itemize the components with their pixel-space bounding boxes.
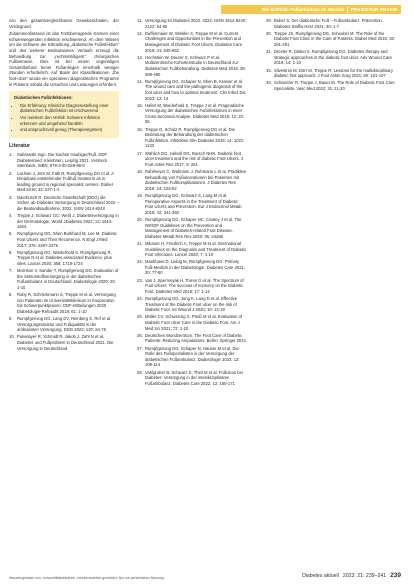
reference-number: 32. <box>266 67 272 73</box>
reference-text: Rumpfgenvog DG, Schaper NC, Cowley J et al. The IWGDF Guidelines on the Prevention and Management of Diabetes-related Foot Disease. Diabetes Metab Res Rev 2020; 36: e3266 <box>145 216 242 239</box>
reference-item <box>137 314 247 331</box>
summary-item: • Die Erfahrung: Klinische Diagnosestellung einer diabetischen Fußinfektion ist erschwerend <box>20 103 114 114</box>
reference-text: Sabrowski Ingo. Die Sachse Haubiger/Fuß. DDF Diabetesmed. Kleinbrain, Leipzig 2021. Versteck Steinbeck, ISBN: 978-3-00-028-98-8 <box>17 152 108 169</box>
reference-text: Silvestrini M, Dörr M, Treppe R. Lessons for the multidisciplinary diabetic foot approach. J Foot Ankle Surg 2021; 60: 101-107 <box>274 67 393 79</box>
reference-text: Duffenmaier W, Winkler S, Treppe M et al. Current Challenges and Opportunities in the Prevention and Management of Diabetic Foot Ulcers. Diabetes Care 2018; 41: 645-652 <box>145 30 243 53</box>
column-3 <box>266 18 398 93</box>
reference-item <box>137 346 247 368</box>
reference-number: 23. <box>137 277 143 283</box>
summary-box <box>9 91 119 138</box>
reference-text: Daerbusch R, Deutsche Gesellschaft (DDG) die Sicher, ab Diabetes Versorgung in Deutschland 2022 – die Bestandsaufnahme, 2022. ISSN 1614-824X <box>17 194 119 211</box>
reference-number: 26. <box>137 332 143 338</box>
body-paragraph: Zusammenfassend ist das Fortüberragende Können einer schwerwiegenden Infektion erschwerend. An dem Wissen um die Schwere der Erkrankung „diabetische Fußinfektion“ und des weiterer Bedeutsamen Verlaufs erzeugt die Behandlung zur „rechtsmäßigem“ chirurgischen Fußbemsion. Dies ist bei einem ungünstigen Gesamtbefund ferner Fußanliegen innerhalb weniger Stunden erforderlich. Auf Basis der Klassifikationen „the foot-ulcer“ wurde ein operativen diagnostischen Programm in Präsenz sobald die Ursachen und Leistungen erfordern. <box>9 31 119 87</box>
reference-item <box>137 259 247 276</box>
reference-text: Rumpfgenvog DG, Lang DV, Reinberg S, Ref et al. Versorgungsstruktur und Fußqualität in der ambulanten Versorgung. DDG 2023; 120: 64-75 <box>17 316 112 333</box>
reference-item <box>137 55 247 77</box>
reference-text: Treppe J, Schwarz GC, Weiß J, Diabetesversorgung in der Dermatologie. World JDiabetes 2022; 13: 1614-1624 <box>17 213 119 230</box>
reference-text: Lachsin J, Jörn M, Falk R, Rumpfgenvog DG et al. A Dreiphase entstehender Fußfuß treatment as to leading ground in regional specialist centers. Diabet Med 2016; 33: 237-1-2 <box>17 170 114 193</box>
reference-text: Treppe JS, Rumpfgenvog DG, Scheubel M. The Role of the Diabetic Foot Clinic in the Care of Patients. Diabet Med 2016; 33: 281-291 <box>274 30 396 47</box>
reference-item <box>137 103 247 125</box>
reference-item <box>137 18 247 29</box>
issue-info: 2023; 21: 239–241 <box>342 573 387 579</box>
reference-item <box>137 217 247 239</box>
reference-item <box>137 370 247 387</box>
reference-number: 25. <box>137 314 143 320</box>
reference-number: 15. <box>137 102 143 108</box>
reference-text: Ruby R, Schröckmann S, Treppe M et al. Versorgung von Patienten im Universitätsklinikum in Kooperation mit Schwerpunktpraxen. DDF-Mitteilungen 2020 Diabetologie-Rehaudit 2019; 61: 1-10 <box>17 292 116 314</box>
reference-text: Rumpfgenvog DG, Jung K, Lang D et al. Effective Treatment of the Diabetic Foot ulcer on the risk of Diabetic Foot. Int Wound J 2020; 10: 13-19 <box>145 296 238 313</box>
reference-number: 5. <box>9 231 13 237</box>
reference-number: 11. <box>137 18 143 23</box>
reference-number: 12. <box>137 30 143 36</box>
reference-number: 14. <box>137 78 143 84</box>
header-section: PRAXIS FÜR PRAXIS <box>350 7 397 12</box>
reference-item <box>137 151 247 168</box>
reference-text: Rumpfgenvog DG, Schaper N, Shen B, Kramer et al. The wound care and the pathogenic diagnosis of the foot ulcer and how to optimal treatment. Clin Infect Dis 2023; 12: 14 <box>145 78 246 101</box>
reference-item <box>137 127 247 149</box>
reference-number: 6. <box>9 249 13 255</box>
reference-number: 22. <box>137 259 143 265</box>
reference-number: 31. <box>266 49 272 55</box>
reference-number: 17. <box>137 150 143 156</box>
reference-item <box>137 79 247 101</box>
reference-text: Buber S. Der diabetische Fuß – Fußambulanz. Prävention. Diabetes Stoffw Herz 2021; 30: 1-7 <box>274 18 383 29</box>
reference-item <box>9 195 119 212</box>
reference-item <box>137 169 247 191</box>
reference-number: 16. <box>137 126 143 132</box>
reference-item <box>266 49 398 66</box>
reference-text: Rahlmeyer C, Widmann J, Ruhmann L et al. Prädiktive Behandlung von Fußulcerationen bei Patienten mit diabetischen Fußkomplikationen. J Diabetes Res 2018; 24: 103-52 <box>145 169 247 191</box>
reference-item <box>137 296 247 313</box>
summary-item: • Vor meistern den Verfall: Schwere Infektion erkennen und umgehend handeln <box>20 115 114 126</box>
reference-list <box>9 152 119 351</box>
reference-number: 9. <box>9 316 13 322</box>
reference-number: 29. <box>266 18 272 23</box>
running-header <box>221 5 401 14</box>
reference-text: Van J, Spermoyak H, Torres G et al. The Spectrum of Foot Ulcers: The success of recovery on the Diabetic Foot. Diabetes Med 2019; 17: 1-12 <box>145 277 244 294</box>
reference-item <box>9 292 119 314</box>
reference-item <box>9 213 119 230</box>
column-1 <box>9 18 119 353</box>
reference-number: 1. <box>9 152 13 158</box>
reference-item <box>137 278 247 295</box>
reference-number: 28. <box>137 369 143 375</box>
reference-item <box>9 152 119 169</box>
reference-text: Mikauer H, Friedrich A, Treppe M et al. International Guidelines on the Diagnosis and Treatment of Diabetic Foot Infections. Lancet 2020; 7: 1-10 <box>145 240 247 258</box>
reference-item <box>9 334 119 351</box>
reference-number: 10. <box>9 334 15 340</box>
reference-text: Vahlgruber B, Schwarz S, Theil M et al. Fußulcus bei Diabetes: Versorgung in der interdisziplinären Fußambulanz. Diabetes Care 2022; 12: 160-171 <box>145 369 243 386</box>
reference-text: Rumpfgenvog DG, Schwarz S, Lang M et al. Perioperative Aspects in the Treatment of Diabetic Foot Ulcers and Prevention. Eur J Endocrinol Metab 2019; 42: 341-350 <box>145 192 242 215</box>
column-2 <box>137 18 247 388</box>
reference-list <box>266 18 398 92</box>
reference-text: Rumpfgenvog DG, Wiederhold S, Rumpfgenvog R, Treppe N et al. Diabetes associated Evidence, plus sites. Lancet 2020; 366: 1719-1724 <box>17 249 112 266</box>
reference-item <box>266 18 398 29</box>
reference-number: 27. <box>137 345 143 351</box>
reference-number: 8. <box>9 292 13 298</box>
download-notice: Heruntergeladen von: Universitätsbibliothek. Urheberrechtlich geschützt. Nur zur persönlichen Nutzung. <box>9 575 165 580</box>
reference-number: 18. <box>137 169 143 174</box>
reference-number: 7. <box>9 268 13 274</box>
reference-number: 30. <box>266 30 272 36</box>
reference-number: 20. <box>137 216 143 222</box>
reference-item <box>137 333 247 344</box>
reference-item <box>137 241 247 258</box>
reference-text: Schwarzer R, Treppe J, Bauer M. The Role of Diabetic Foot Care Specialists. Vasc Med 2022; 31: 11-20 <box>274 80 395 91</box>
header-separator <box>347 7 348 13</box>
reference-item <box>266 31 398 48</box>
reference-item <box>9 171 119 193</box>
references-heading: Literatur <box>9 142 31 149</box>
reference-text: Drexler R, Dinkel S, Rumpfgenvog DG. Diabetes therapy and strategic approaches in the diabetic foot ulcer. Adv Wound Care 2019; 14: 1-10 <box>274 49 392 66</box>
reference-text: Rumpfgenvog DG, Schaper N, Hauser M et al. Die Rolle des Fußspezialisten in der Versorgung der diabetischen Fußambulanz. Diabetologie 2023; 13: 109-114 <box>145 345 240 368</box>
reference-number: 3. <box>9 194 13 200</box>
reference-number: 4. <box>9 213 13 218</box>
reference-number: 33. <box>266 80 272 86</box>
header-kicker: Die ärztliche Fußambulanz im Wandel <box>261 7 344 12</box>
reference-number: 21. <box>137 240 143 246</box>
summary-item: • und anspruchsvoll genug (Therapieregimen) <box>20 127 114 133</box>
reference-item <box>9 250 119 267</box>
reference-text: Wählich DG, Halvoll DG, Borsch NHN. Diabetic foot ulcer treatment and the risk of diabetic Foot Ulcers. J Foot Ankle Res 2017; 9: 251 <box>145 150 243 167</box>
reference-number: 24. <box>137 296 143 302</box>
journal-name: Diabetes aktuell <box>301 573 339 579</box>
reference-item <box>266 80 398 91</box>
reference-item <box>9 268 119 290</box>
reference-text: Morrison V, Sander T, Rumpfgenvog DG. Evaluation of the Sektorstoffversorgung in der diabetischen Fußambulanz in Deutschland. Diabetologie 2020; 20: 1-10 <box>17 268 119 290</box>
page-footer <box>302 572 401 579</box>
reference-item <box>266 68 398 79</box>
reference-text: Haferl M, Wiederhold S, Treppe J et al. Pragmatische Versorgung der diabetischen Fußinfektionen in einer Cross-Sectional Analyse. Diabetes Med 2018; 12: 22-55 <box>145 102 245 125</box>
reference-text: Pulvelayer R, Schmidt R, Jakob J, Zahl N et al. Diabetes und Fußproblem in Deutschland 2021. Die Versorgung in Deutschland <box>17 334 114 351</box>
reference-item <box>9 316 119 333</box>
reference-item <box>9 231 119 248</box>
reference-text: Mankhaus D, Liebig M, Rumpfgenvog DG. Primary Fuß-Medizin in der Diabetologie. Diabetes Care 2021; 30: 77-80 <box>145 259 246 276</box>
reference-list <box>137 18 247 386</box>
reference-text: Rumpfgenvog DG, Shen Burkhard M, Lee M. Diabetic Foot Ulcers and Their Recurrence. N Engl J Med 2017; 376: 2367-2375 <box>17 231 117 248</box>
reference-number: 2. <box>9 170 13 176</box>
reference-number: 13. <box>137 54 143 60</box>
reference-text: Deutsches Wundzentrum. The Foot Care of Diabetic Patients: Reducing Amputations. Berlin: Springer 2021 <box>145 332 247 344</box>
reference-item <box>137 193 247 215</box>
reference-text: Treppe D, Schulz R, Rumpfgenvog DG et al. Die Bedeutung der Behandlung der diabetischen Fußinfektion. Infektiöse Klin Diabetes 2019; 14: 1021-1133 <box>145 126 245 149</box>
body-paragraph: von den gesamtvergleichbaren Gewebeschäden, der Verdegrund. <box>9 18 119 29</box>
reference-number: 19. <box>137 192 143 198</box>
summary-box-title: Diabetischen Fußinfektionen: <box>14 95 73 101</box>
reference-text: Versorgung im Diabetes 2022. 2022. ISSN 1614-824X; 2122: 54-55 <box>145 18 247 29</box>
reference-text: Müller CV, Schwenzig S, Preiß M et al. Evaluation of Diabetic Foot Ulcer Care in the Diabetic Foot. Am J Med Sci 2021; 72: 1-10 <box>145 314 243 331</box>
reference-item <box>137 31 247 53</box>
summary-list <box>14 103 114 133</box>
reference-text: Hochstein W, Deurer S, Schwarz P et al. Multizentrische Kohortenstudie in Deutschland zur diabetischen Fußbehandlung. Diabetes Med 2018; 38: 489-490 <box>145 54 246 77</box>
page-number: 239 <box>390 572 401 579</box>
